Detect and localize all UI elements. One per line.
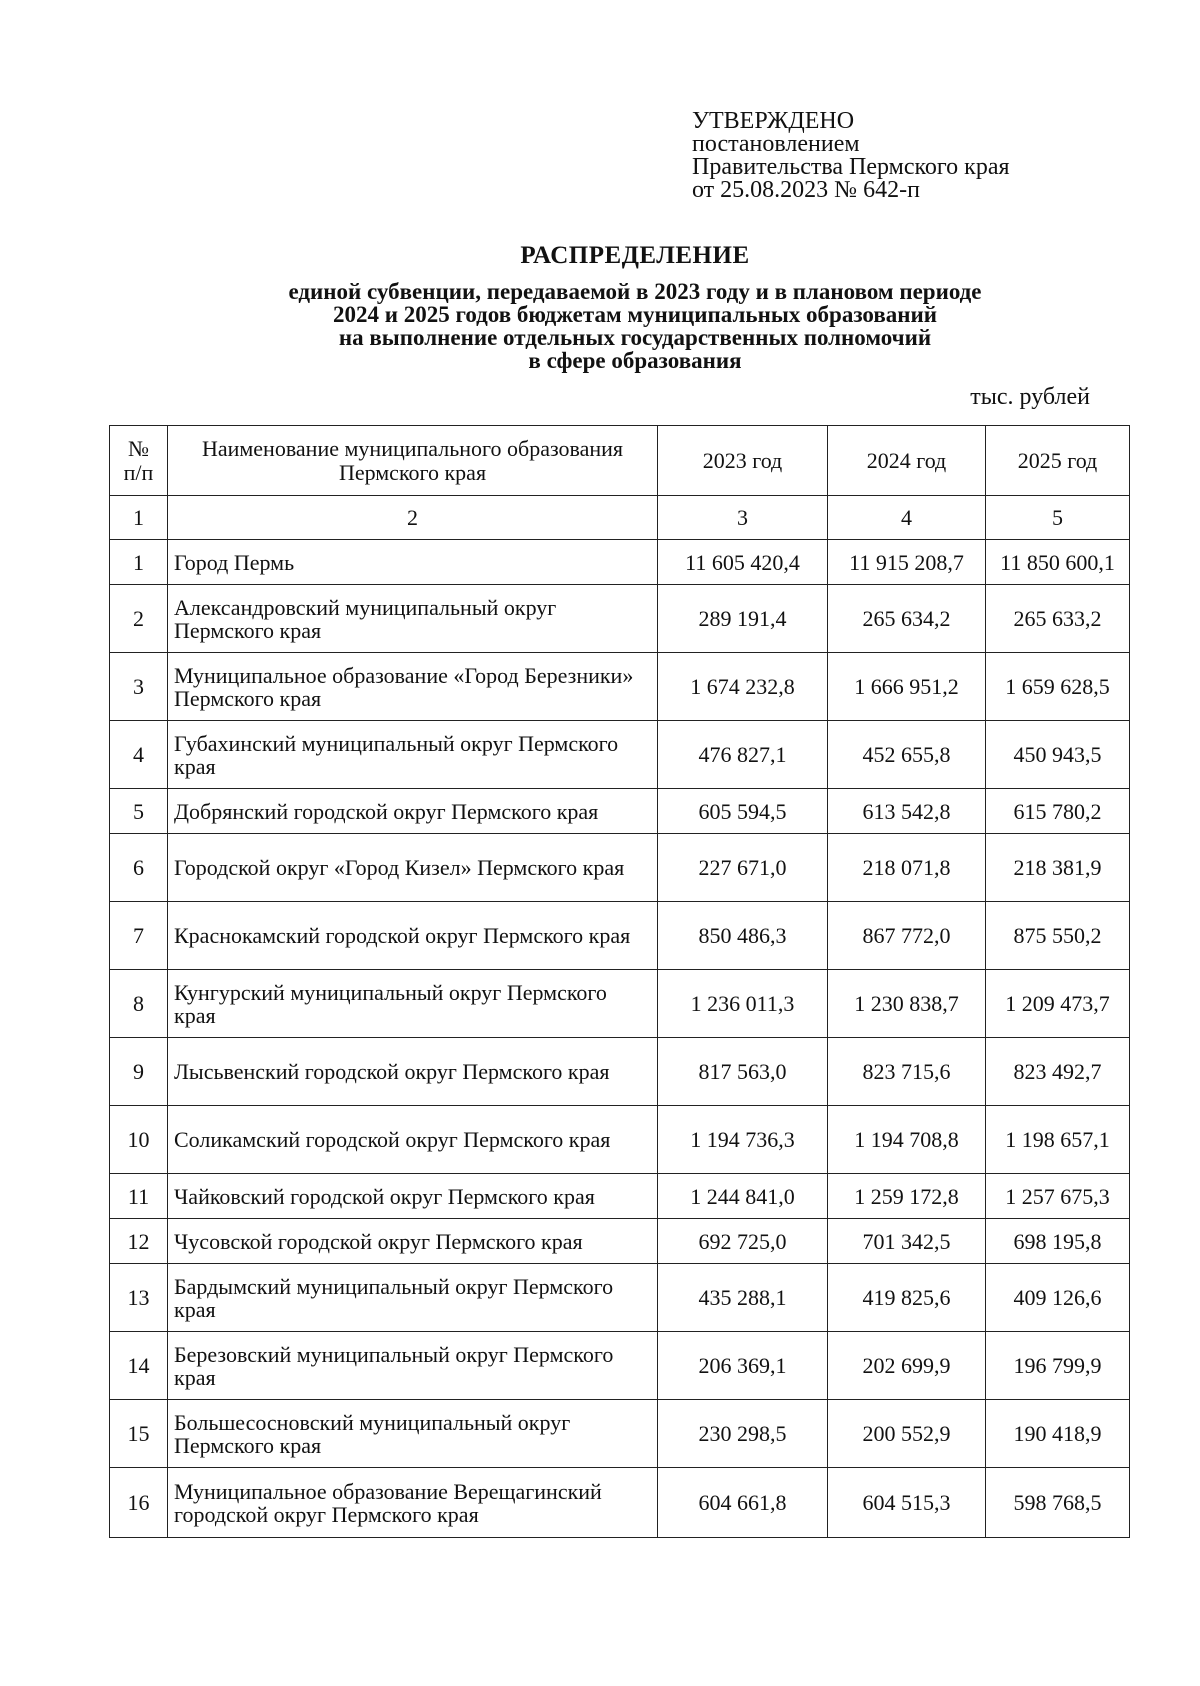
value-2023: 206 369,1 bbox=[658, 1332, 828, 1400]
value-2024: 202 699,9 bbox=[828, 1332, 986, 1400]
value-2024: 701 342,5 bbox=[828, 1219, 986, 1264]
table-row bbox=[110, 585, 1130, 653]
value-2023: 1 236 011,3 bbox=[658, 970, 828, 1038]
header-2023: 2023 год bbox=[658, 426, 828, 496]
municipality-name: Муниципальное образование «Город Березники» Пермского края bbox=[168, 653, 658, 721]
row-number: 14 bbox=[110, 1332, 168, 1400]
table-row bbox=[110, 653, 1130, 721]
column-index: 4 bbox=[828, 496, 986, 540]
header-num-line1: № bbox=[128, 435, 149, 461]
value-2023: 1 244 841,0 bbox=[658, 1174, 828, 1219]
value-2024: 867 772,0 bbox=[828, 902, 986, 970]
value-2025: 450 943,5 bbox=[986, 721, 1130, 789]
row-number: 3 bbox=[110, 653, 168, 721]
approval-line: постановлением bbox=[692, 131, 860, 157]
document-subtitle bbox=[150, 280, 1120, 372]
value-2025: 1 659 628,5 bbox=[986, 653, 1130, 721]
approval-date: от 25.08.2023 № 642-п bbox=[692, 177, 920, 203]
row-number: 12 bbox=[110, 1219, 168, 1264]
municipality-name: Губахинский муниципальный округ Пермского края bbox=[168, 721, 658, 789]
table-row bbox=[110, 1174, 1130, 1219]
value-2024: 1 666 951,2 bbox=[828, 653, 986, 721]
header-name: Наименование муниципального образования Пермского края bbox=[168, 426, 658, 496]
municipality-name: Чайковский городской округ Пермского края bbox=[168, 1174, 658, 1219]
table-body bbox=[110, 540, 1130, 1538]
municipality-name: Бардымский муниципальный округ Пермского края bbox=[168, 1264, 658, 1332]
value-2025: 875 550,2 bbox=[986, 902, 1130, 970]
value-2024: 452 655,8 bbox=[828, 721, 986, 789]
row-number: 4 bbox=[110, 721, 168, 789]
value-2025: 598 768,5 bbox=[986, 1468, 1130, 1538]
table-row bbox=[110, 1219, 1130, 1264]
value-2023: 289 191,4 bbox=[658, 585, 828, 653]
municipality-name: Большесосновский муниципальный округ Пермского края bbox=[168, 1400, 658, 1468]
table-row bbox=[110, 1106, 1130, 1174]
value-2024: 823 715,6 bbox=[828, 1038, 986, 1106]
document-title: РАСПРЕДЕЛЕНИЕ bbox=[520, 242, 750, 269]
municipality-name: Краснокамский городской округ Пермского края bbox=[168, 902, 658, 970]
units-label: тыс. рублей bbox=[970, 384, 1090, 410]
column-index-row bbox=[110, 496, 1130, 540]
row-number: 5 bbox=[110, 789, 168, 834]
approval-title: УТВЕРЖДЕНО bbox=[692, 108, 855, 134]
municipality-name: Березовский муниципальный округ Пермского края bbox=[168, 1332, 658, 1400]
value-2024: 604 515,3 bbox=[828, 1468, 986, 1538]
row-number: 13 bbox=[110, 1264, 168, 1332]
value-2024: 419 825,6 bbox=[828, 1264, 986, 1332]
row-number: 2 bbox=[110, 585, 168, 653]
value-2025: 11 850 600,1 bbox=[986, 540, 1130, 585]
value-2024: 265 634,2 bbox=[828, 585, 986, 653]
subtitle-line: единой субвенции, передаваемой в 2023 году и в плановом периоде bbox=[288, 279, 982, 304]
row-number: 6 bbox=[110, 834, 168, 902]
value-2024: 11 915 208,7 bbox=[828, 540, 986, 585]
table-row bbox=[110, 1038, 1130, 1106]
value-2024: 1 194 708,8 bbox=[828, 1106, 986, 1174]
approval-line: Правительства Пермского края bbox=[692, 154, 1010, 180]
approval-stamp bbox=[692, 110, 1010, 202]
header-num-line2: п/п bbox=[123, 459, 154, 485]
value-2025: 218 381,9 bbox=[986, 834, 1130, 902]
value-2023: 1 674 232,8 bbox=[658, 653, 828, 721]
distribution-table bbox=[109, 425, 1130, 1538]
table-row bbox=[110, 789, 1130, 834]
table-row bbox=[110, 540, 1130, 585]
value-2023: 604 661,8 bbox=[658, 1468, 828, 1538]
table-row bbox=[110, 1264, 1130, 1332]
value-2023: 605 594,5 bbox=[658, 789, 828, 834]
value-2024: 1 230 838,7 bbox=[828, 970, 986, 1038]
municipality-name: Кунгурский муниципальный округ Пермского края bbox=[168, 970, 658, 1038]
value-2025: 1 198 657,1 bbox=[986, 1106, 1130, 1174]
row-number: 11 bbox=[110, 1174, 168, 1219]
header-num bbox=[110, 426, 168, 496]
municipality-name: Городской округ «Город Кизел» Пермского края bbox=[168, 834, 658, 902]
row-number: 16 bbox=[110, 1468, 168, 1538]
value-2024: 218 071,8 bbox=[828, 834, 986, 902]
row-number: 10 bbox=[110, 1106, 168, 1174]
value-2025: 265 633,2 bbox=[986, 585, 1130, 653]
column-index: 1 bbox=[110, 496, 168, 540]
value-2024: 613 542,8 bbox=[828, 789, 986, 834]
value-2025: 823 492,7 bbox=[986, 1038, 1130, 1106]
subtitle-line: на выполнение отдельных государственных полномочий bbox=[338, 325, 932, 350]
value-2024: 1 259 172,8 bbox=[828, 1174, 986, 1219]
value-2025: 1 257 675,3 bbox=[986, 1174, 1130, 1219]
row-number: 15 bbox=[110, 1400, 168, 1468]
row-number: 1 bbox=[110, 540, 168, 585]
table-header-row bbox=[110, 426, 1130, 496]
column-index: 2 bbox=[168, 496, 658, 540]
row-number: 7 bbox=[110, 902, 168, 970]
municipality-name: Добрянский городской округ Пермского края bbox=[168, 789, 658, 834]
table-row bbox=[110, 1400, 1130, 1468]
value-2023: 817 563,0 bbox=[658, 1038, 828, 1106]
table-row bbox=[110, 1468, 1130, 1538]
value-2023: 1 194 736,3 bbox=[658, 1106, 828, 1174]
table-row bbox=[110, 721, 1130, 789]
value-2023: 435 288,1 bbox=[658, 1264, 828, 1332]
value-2023: 692 725,0 bbox=[658, 1219, 828, 1264]
value-2025: 190 418,9 bbox=[986, 1400, 1130, 1468]
municipality-name: Александровский муниципальный округ Пермского края bbox=[168, 585, 658, 653]
value-2025: 409 126,6 bbox=[986, 1264, 1130, 1332]
column-index: 3 bbox=[658, 496, 828, 540]
header-2024: 2024 год bbox=[828, 426, 986, 496]
municipality-name: Муниципальное образование Верещагинский городской округ Пермского края bbox=[168, 1468, 658, 1538]
value-2023: 11 605 420,4 bbox=[658, 540, 828, 585]
row-number: 9 bbox=[110, 1038, 168, 1106]
municipality-name: Соликамский городской округ Пермского края bbox=[168, 1106, 658, 1174]
value-2023: 230 298,5 bbox=[658, 1400, 828, 1468]
table-row bbox=[110, 834, 1130, 902]
value-2023: 476 827,1 bbox=[658, 721, 828, 789]
header-2025: 2025 год bbox=[986, 426, 1130, 496]
value-2025: 1 209 473,7 bbox=[986, 970, 1130, 1038]
value-2025: 615 780,2 bbox=[986, 789, 1130, 834]
municipality-name: Чусовской городской округ Пермского края bbox=[168, 1219, 658, 1264]
value-2023: 850 486,3 bbox=[658, 902, 828, 970]
municipality-name: Город Пермь bbox=[168, 540, 658, 585]
value-2025: 698 195,8 bbox=[986, 1219, 1130, 1264]
value-2023: 227 671,0 bbox=[658, 834, 828, 902]
subtitle-line: в сфере образования bbox=[528, 348, 742, 373]
row-number: 8 bbox=[110, 970, 168, 1038]
value-2024: 200 552,9 bbox=[828, 1400, 986, 1468]
table-row bbox=[110, 1332, 1130, 1400]
table-row bbox=[110, 970, 1130, 1038]
subtitle-line: 2024 и 2025 годов бюджетам муниципальных образований bbox=[332, 302, 938, 327]
municipality-name: Лысьвенский городской округ Пермского края bbox=[168, 1038, 658, 1106]
column-index: 5 bbox=[986, 496, 1130, 540]
value-2025: 196 799,9 bbox=[986, 1332, 1130, 1400]
table-row bbox=[110, 902, 1130, 970]
